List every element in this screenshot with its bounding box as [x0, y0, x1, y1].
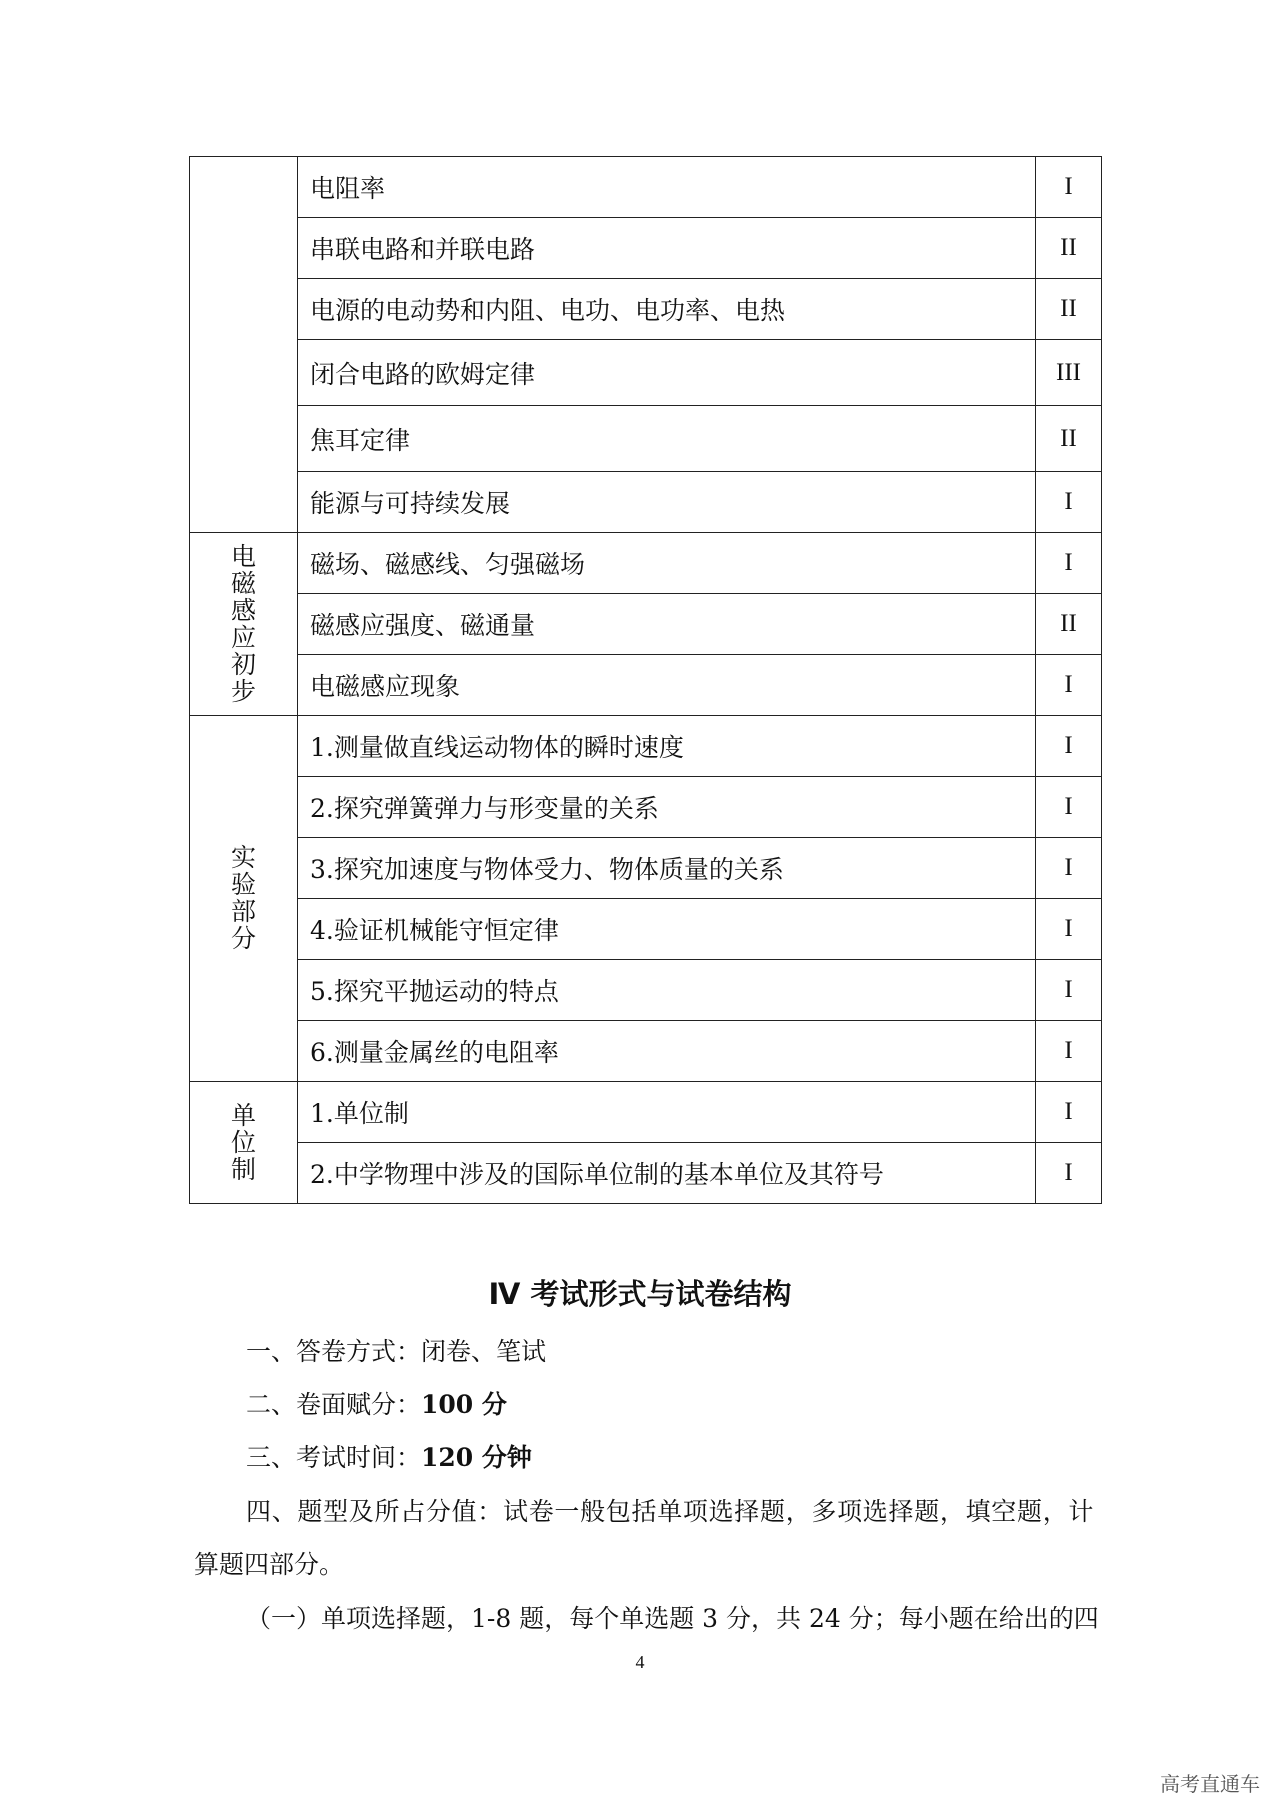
- table-row: [190, 777, 1102, 838]
- level-cell: I: [1036, 838, 1102, 899]
- level-cell: III: [1036, 340, 1102, 406]
- table-row: [190, 406, 1102, 472]
- topic-cell: 电磁感应现象: [298, 655, 1036, 716]
- topic-cell: 6.测量金属丝的电阻率: [298, 1021, 1036, 1082]
- level-cell: I: [1036, 899, 1102, 960]
- exam-time: [246, 1438, 532, 1474]
- table-row: [190, 1143, 1102, 1204]
- topic-cell: 磁场、磁感线、匀强磁场: [298, 533, 1036, 594]
- topic-cell: 1.单位制: [298, 1082, 1036, 1143]
- level-cell: I: [1036, 716, 1102, 777]
- category-cell: [190, 533, 298, 716]
- question-types-line1: 四、题型及所占分值：试卷一般包括单项选择题，多项选择题，填空题，计: [246, 1497, 1095, 1526]
- watermark: 高考直通车: [1160, 1772, 1260, 1796]
- category-cell: [190, 157, 298, 533]
- topic-cell: 磁感应强度、磁通量: [298, 594, 1036, 655]
- table-row: [190, 1021, 1102, 1082]
- topic-cell: 闭合电路的欧姆定律: [298, 340, 1036, 406]
- category-label: 电磁感应初步: [230, 541, 256, 706]
- section-title: Ⅳ 考试形式与试卷结构: [488, 1277, 792, 1311]
- knowledge-table: [189, 156, 1102, 1204]
- topic-cell: 2.探究弹簧弹力与形变量的关系: [298, 777, 1036, 838]
- level-cell: I: [1036, 655, 1102, 716]
- level-cell: I: [1036, 1021, 1102, 1082]
- level-cell: II: [1036, 594, 1102, 655]
- level-cell: II: [1036, 218, 1102, 279]
- table-row: [190, 218, 1102, 279]
- category-label: 实验部分: [230, 843, 256, 953]
- exam-score-value: 100 分: [421, 1390, 507, 1419]
- table-row: [190, 716, 1102, 777]
- level-cell: I: [1036, 960, 1102, 1021]
- level-cell: II: [1036, 406, 1102, 472]
- level-cell: I: [1036, 472, 1102, 533]
- category-cell: [190, 1082, 298, 1204]
- table-row: [190, 838, 1102, 899]
- table-row: [190, 279, 1102, 340]
- topic-cell: 4.验证机械能守恒定律: [298, 899, 1036, 960]
- topic-cell: 焦耳定律: [298, 406, 1036, 472]
- level-cell: I: [1036, 1143, 1102, 1204]
- table-row: [190, 472, 1102, 533]
- level-cell: I: [1036, 1082, 1102, 1143]
- topic-cell: 5.探究平抛运动的特点: [298, 960, 1036, 1021]
- table-row: [190, 655, 1102, 716]
- table-row: [190, 533, 1102, 594]
- level-cell: I: [1036, 777, 1102, 838]
- exam-method: 一、答卷方式：闭卷、笔试: [246, 1337, 547, 1366]
- topic-cell: 能源与可持续发展: [298, 472, 1036, 533]
- category-cell: [190, 716, 298, 1082]
- level-cell: I: [1036, 157, 1102, 218]
- topic-cell: 2.中学物理中涉及的国际单位制的基本单位及其符号: [298, 1143, 1036, 1204]
- exam-time-label: 三、考试时间：: [246, 1443, 422, 1472]
- table-row: [190, 157, 1102, 218]
- topic-cell: 串联电路和并联电路: [298, 218, 1036, 279]
- level-cell: II: [1036, 279, 1102, 340]
- level-cell: I: [1036, 533, 1102, 594]
- question-types-line2: 算题四部分。: [194, 1550, 345, 1579]
- topic-cell: 电阻率: [298, 157, 1036, 218]
- table-row: [190, 960, 1102, 1021]
- exam-score: [246, 1385, 507, 1421]
- topic-cell: 1.测量做直线运动物体的瞬时速度: [298, 716, 1036, 777]
- category-label: 单位制: [230, 1100, 256, 1184]
- exam-score-label: 二、卷面赋分：: [246, 1390, 422, 1419]
- table-row: [190, 340, 1102, 406]
- topic-cell: 电源的电动势和内阻、电功、电功率、电热: [298, 279, 1036, 340]
- table-row: [190, 1082, 1102, 1143]
- exam-time-value: 120 分钟: [421, 1443, 532, 1472]
- page-number: 4: [635, 1652, 645, 1672]
- table-row: [190, 899, 1102, 960]
- topic-cell: 3.探究加速度与物体受力、物体质量的关系: [298, 838, 1036, 899]
- table-row: [190, 594, 1102, 655]
- single-choice-desc: （一）单项选择题，1-8 题，每个单选题 3 分，共 24 分；每小题在给出的四: [246, 1604, 1099, 1633]
